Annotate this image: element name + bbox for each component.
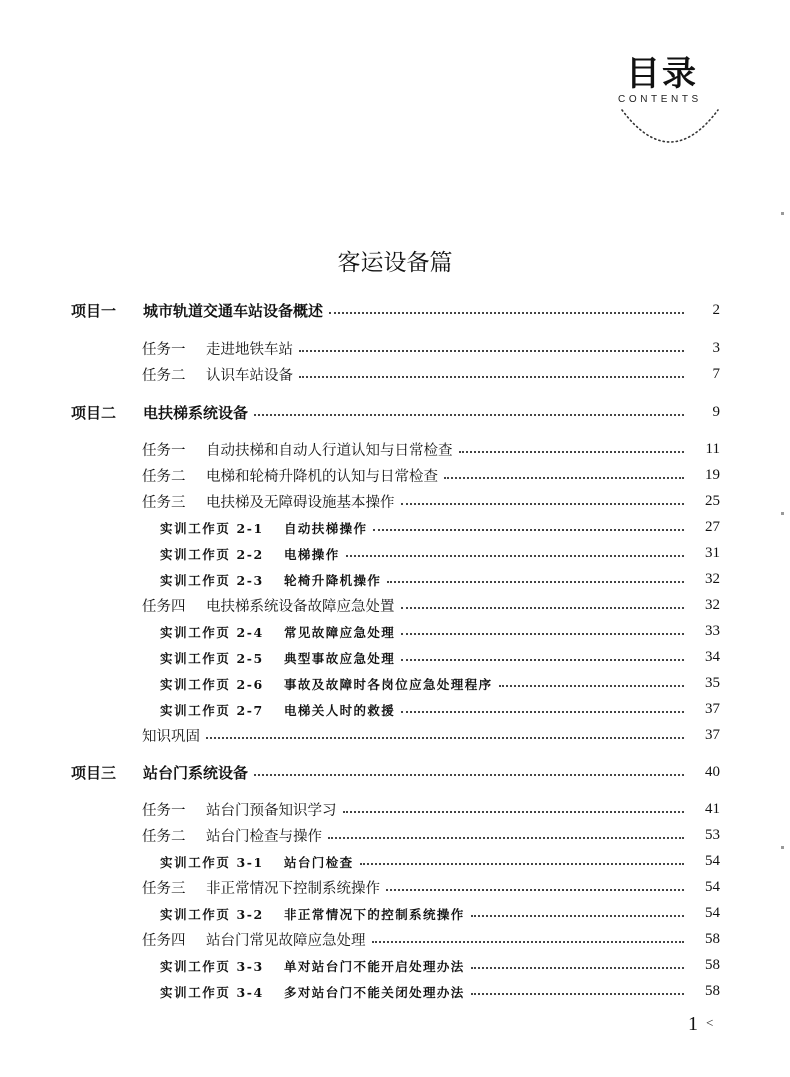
toc-entry-text xyxy=(142,439,453,460)
toc-entry-text xyxy=(160,956,465,975)
toc-entry-title: 站台门系统设备 xyxy=(143,763,249,782)
toc-entry-text xyxy=(160,518,367,537)
toc-entry-page: 40 xyxy=(705,763,720,780)
toc-entry-text xyxy=(142,825,322,846)
toc-entry-text xyxy=(71,300,323,321)
toc-entry-label: 实训工作页 3-2 xyxy=(160,906,264,922)
dot-leader xyxy=(401,607,685,609)
section-title: 客运设备篇 xyxy=(337,250,453,276)
dot-leader xyxy=(372,941,685,943)
toc-entry[interactable] xyxy=(0,646,790,668)
dot-leader xyxy=(471,915,684,917)
toc-entry-title: 走进地铁车站 xyxy=(206,341,293,358)
toc-entry-title: 站台门检查与操作 xyxy=(206,828,322,845)
toc-entry[interactable] xyxy=(0,542,790,564)
toc-entry[interactable] xyxy=(0,850,790,872)
toc-entry-page: 25 xyxy=(705,492,720,509)
page-footer xyxy=(688,1013,713,1036)
toc-entry[interactable] xyxy=(0,490,790,512)
toc-entry-title: 电梯和轮椅升降机的认知与日常检查 xyxy=(206,468,438,485)
toc-entry-label: 任务四 xyxy=(142,598,186,615)
toc-entry-text xyxy=(142,799,337,820)
toc-entry-page: 37 xyxy=(705,700,720,717)
toc-entry-text xyxy=(142,929,366,950)
toc-entry-text xyxy=(71,762,248,783)
toc-entry-text xyxy=(160,674,493,693)
toc-entry-page: 19 xyxy=(705,466,720,483)
toc-entry-text xyxy=(160,982,465,1001)
toc-entry-text xyxy=(142,465,438,486)
toc-entry-title: 电扶梯及无障碍设施基本操作 xyxy=(206,494,395,511)
toc-entry[interactable] xyxy=(0,299,790,321)
dot-leader xyxy=(387,581,684,583)
toc-entry-label: 实训工作页 2-2 xyxy=(160,546,264,562)
toc-entry-title: 认识车站设备 xyxy=(206,367,293,384)
toc-entry-label: 项目二 xyxy=(71,403,117,422)
toc-entry-title: 自动扶梯操作 xyxy=(284,520,368,536)
toc-entry-page: 37 xyxy=(705,726,720,743)
dot-leader xyxy=(206,737,684,739)
toc-entry-page: 32 xyxy=(705,596,720,613)
dot-leader xyxy=(360,863,684,865)
toc-entry-text xyxy=(142,595,395,616)
toc-entry-page: 35 xyxy=(705,674,720,691)
toc-entry-title: 电梯关人时的救援 xyxy=(284,702,396,718)
contents-title: 目录 xyxy=(626,54,698,94)
toc-entry-label: 项目一 xyxy=(71,301,117,320)
toc-entry-page: 33 xyxy=(705,622,720,639)
toc-entry-label: 实训工作页 2-5 xyxy=(160,650,264,666)
toc-entry-label: 任务三 xyxy=(142,494,186,511)
toc-entry[interactable] xyxy=(0,761,790,783)
toc-entry-page: 34 xyxy=(705,648,720,665)
toc-entry[interactable] xyxy=(0,824,790,846)
toc-entry-page: 2 xyxy=(712,301,720,318)
toc-entry-label: 任务三 xyxy=(142,880,186,897)
toc-entry-text xyxy=(160,700,395,719)
toc-entry-title: 轮椅升降机操作 xyxy=(284,572,382,588)
toc-entry-page: 11 xyxy=(705,440,720,457)
dot-leader xyxy=(459,451,685,453)
toc-entry[interactable] xyxy=(0,363,790,385)
toc-entry-title: 站台门检查 xyxy=(284,854,354,870)
toc-entry[interactable] xyxy=(0,672,790,694)
dot-leader xyxy=(471,967,684,969)
toc-entry-text xyxy=(160,544,340,563)
toc-entry-label: 任务一 xyxy=(142,442,186,459)
toc-entry-text xyxy=(142,338,293,359)
toc-entry-title: 知识巩固 xyxy=(142,728,200,745)
toc-entry-label: 实训工作页 3-1 xyxy=(160,854,264,870)
page-mark: < xyxy=(706,1015,714,1030)
toc-entry[interactable] xyxy=(0,568,790,590)
toc-entry-label: 任务一 xyxy=(142,802,186,819)
toc-entry-page: 31 xyxy=(705,544,720,561)
toc-entry-label: 实训工作页 2-3 xyxy=(160,572,264,588)
toc-entry[interactable] xyxy=(0,980,790,1002)
toc-entry-page: 54 xyxy=(705,878,720,895)
toc-entry-page: 58 xyxy=(705,956,720,973)
toc-entry-page: 7 xyxy=(712,365,720,382)
dot-leader xyxy=(401,711,684,713)
dot-leader xyxy=(401,503,685,505)
toc-entry-text xyxy=(160,648,395,667)
toc-entry-text xyxy=(142,725,200,746)
dot-leader xyxy=(346,555,684,557)
toc-entry[interactable] xyxy=(0,798,790,820)
dot-leader xyxy=(254,774,684,776)
toc-entry-title: 多对站台门不能关闭处理办法 xyxy=(284,984,465,1000)
toc-entry[interactable] xyxy=(0,516,790,538)
toc-entry-text xyxy=(160,904,465,923)
toc-entry-label: 实训工作页 2-4 xyxy=(160,624,264,640)
toc-entry-label: 任务二 xyxy=(142,468,186,485)
toc-entry-page: 32 xyxy=(705,570,720,587)
toc-entry-text xyxy=(71,402,248,423)
toc-entry-title: 电扶梯系统设备故障应急处置 xyxy=(206,598,395,615)
toc-entry-page: 54 xyxy=(705,852,720,869)
toc-entry-page: 58 xyxy=(705,982,720,999)
dot-leader xyxy=(329,312,684,314)
dot-leader xyxy=(343,811,685,813)
page-number: 1 xyxy=(688,1013,698,1035)
toc-entry-label: 任务四 xyxy=(142,932,186,949)
dot-leader xyxy=(499,685,684,687)
dot-leader xyxy=(401,659,684,661)
dot-leader xyxy=(444,477,684,479)
toc-entry-title: 常见故障应急处理 xyxy=(284,624,396,640)
toc-entry-page: 54 xyxy=(705,904,720,921)
toc-entry-text xyxy=(160,570,381,589)
toc-entry-title: 电扶梯系统设备 xyxy=(143,403,249,422)
toc-entry-label: 实训工作页 3-3 xyxy=(160,958,264,974)
dot-leader xyxy=(328,837,684,839)
toc-entry-text xyxy=(142,491,395,512)
toc-entry-text xyxy=(142,877,380,898)
toc-entry[interactable] xyxy=(0,401,790,423)
dot-leader xyxy=(299,376,684,378)
toc-entry-title: 非正常情况下控制系统操作 xyxy=(206,880,380,897)
toc-entry-title: 非正常情况下的控制系统操作 xyxy=(284,906,465,922)
toc-entry-label: 实训工作页 2-6 xyxy=(160,676,264,692)
toc-entry-label: 实训工作页 3-4 xyxy=(160,984,264,1000)
toc-entry-label: 实训工作页 2-1 xyxy=(160,520,264,536)
toc-entry-page: 58 xyxy=(705,930,720,947)
toc-entry-title: 自动扶梯和自动人行道认知与日常检查 xyxy=(206,442,453,459)
toc-entry-label: 实训工作页 2-7 xyxy=(160,702,264,718)
toc-entry-text xyxy=(160,852,354,871)
toc-entry[interactable] xyxy=(0,698,790,720)
toc-entry-label: 任务二 xyxy=(142,367,186,384)
toc-entry-page: 9 xyxy=(712,403,720,420)
toc-entry[interactable] xyxy=(0,954,790,976)
toc-entry[interactable] xyxy=(0,620,790,642)
toc-entry-page: 3 xyxy=(712,339,720,356)
toc-entry[interactable] xyxy=(0,464,790,486)
toc-entry-text xyxy=(160,622,395,641)
toc-entry-label: 任务二 xyxy=(142,828,186,845)
toc-entry[interactable] xyxy=(0,594,790,616)
toc-entry[interactable] xyxy=(0,876,790,898)
toc-entry[interactable] xyxy=(0,724,790,746)
toc-entry[interactable] xyxy=(0,438,790,460)
toc-entry-title: 站台门常见故障应急处理 xyxy=(206,932,366,949)
toc-entry[interactable] xyxy=(0,902,790,924)
toc-entry-page: 27 xyxy=(705,518,720,535)
dot-leader xyxy=(471,993,684,995)
toc-entry-title: 城市轨道交通车站设备概述 xyxy=(143,301,324,320)
toc-entry-title: 单对站台门不能开启处理办法 xyxy=(284,958,465,974)
dot-leader xyxy=(254,414,684,416)
toc-entry[interactable] xyxy=(0,928,790,950)
toc-entry-title: 电梯操作 xyxy=(284,546,340,562)
toc-entry-title: 站台门预备知识学习 xyxy=(206,802,337,819)
toc-entry[interactable] xyxy=(0,337,790,359)
dot-leader xyxy=(386,889,684,891)
toc-entry-title: 事故及故障时各岗位应急处理程序 xyxy=(284,676,493,692)
contents-subtitle: CONTENTS xyxy=(618,94,702,105)
dot-leader xyxy=(299,350,684,352)
toc-entry-title: 典型事故应急处理 xyxy=(284,650,396,666)
dot-leader xyxy=(401,633,684,635)
dot-leader xyxy=(373,529,684,531)
toc-entry-page: 53 xyxy=(705,826,720,843)
toc-entry-page: 41 xyxy=(705,800,720,817)
toc-entry-text xyxy=(142,364,293,385)
toc-entry-label: 任务一 xyxy=(142,341,186,358)
toc-entry-label: 项目三 xyxy=(71,763,117,782)
